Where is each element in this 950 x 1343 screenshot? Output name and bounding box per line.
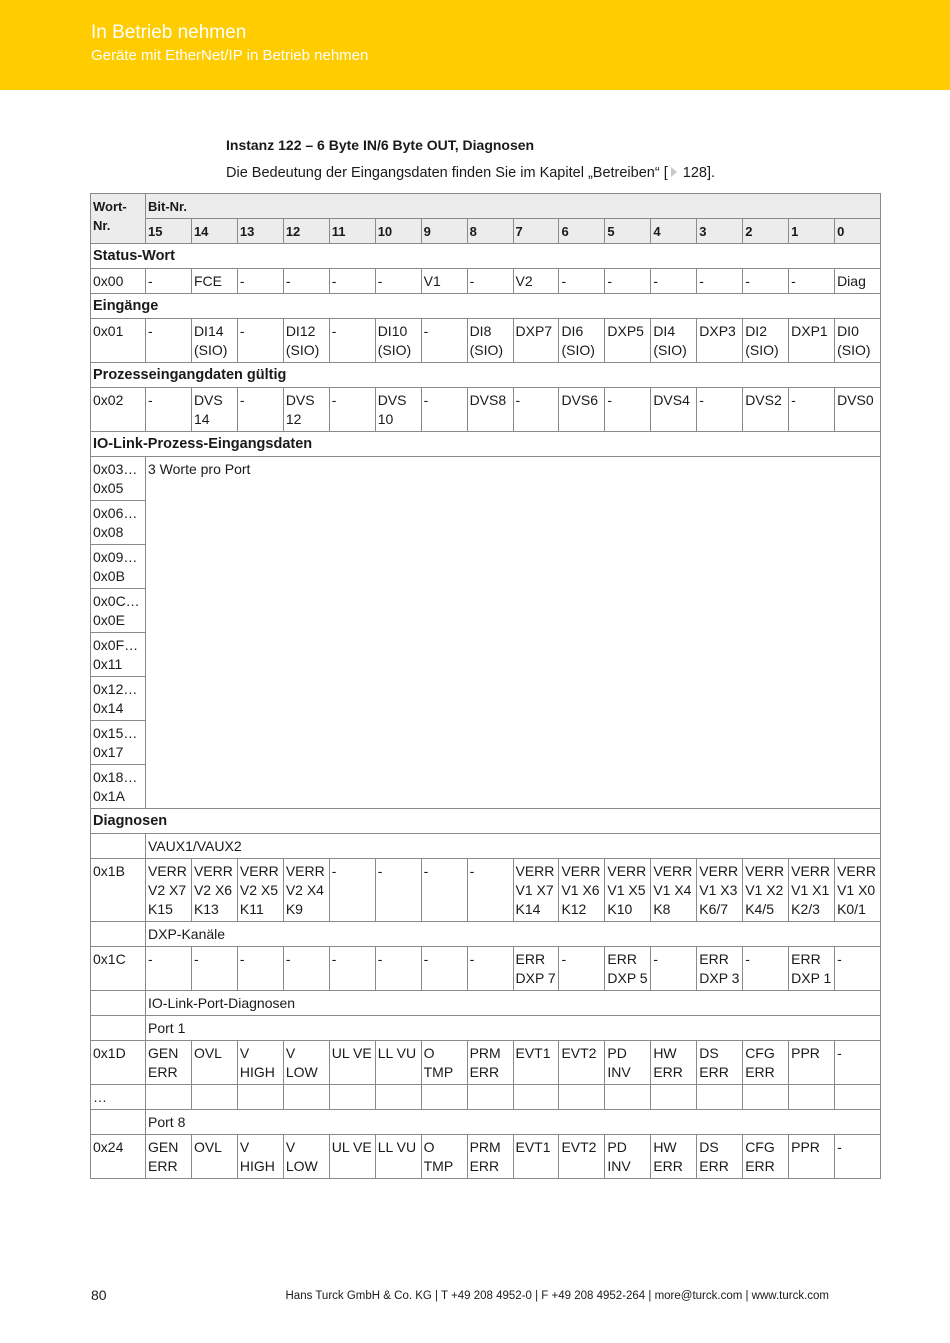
bit-cell: ERR DXP 3	[697, 947, 743, 991]
bit-cell: -	[329, 319, 375, 363]
empty-cell	[467, 1085, 513, 1110]
word-number: 0x1D	[91, 1041, 146, 1085]
bit-cell: V HIGH	[237, 1041, 283, 1085]
table-row	[91, 1110, 881, 1135]
bit-cell: VERR V2 X4 K9	[283, 859, 329, 922]
bit-cell: -	[559, 269, 605, 294]
bit-cell: -	[329, 859, 375, 922]
bit-cell: -	[605, 388, 651, 432]
bit-header-11: 11	[329, 219, 375, 244]
empty-cell	[91, 922, 146, 947]
bit-header-12: 12	[283, 219, 329, 244]
bit-cell: -	[283, 269, 329, 294]
bit-cell: -	[467, 269, 513, 294]
wort-nr-header: Wort-Nr.	[91, 194, 146, 244]
bit-cell: HW ERR	[651, 1041, 697, 1085]
table-row	[91, 294, 881, 319]
bit-cell: VERR V1 X4 K8	[651, 859, 697, 922]
section-eingaenge: Eingänge	[91, 294, 881, 319]
table-row	[91, 457, 881, 501]
bit-cell: CFG ERR	[743, 1135, 789, 1179]
bit-cell: -	[467, 859, 513, 922]
footer-company-info: Hans Turck GmbH & Co. KG | T +49 208 4952-0 | F +49 208 4952-264 | more@turck.com | www.turck.com	[285, 1290, 829, 1302]
group-label: IO-Link-Port-Diagnosen	[146, 991, 881, 1016]
word-number: 0x02	[91, 388, 146, 432]
bit-header-0: 0	[835, 219, 881, 244]
bit-cell: -	[146, 319, 192, 363]
bit-header-9: 9	[421, 219, 467, 244]
bit-cell: DVS 12	[283, 388, 329, 432]
intro-text-before: Die Bedeutung der Eingangsdaten finden Sie im Kapitel „Betreiben“ [	[226, 165, 668, 181]
intro-text	[226, 165, 715, 181]
bit-cell: -	[605, 269, 651, 294]
bit-cell: ERR DXP 7	[513, 947, 559, 991]
triangle-right-icon	[671, 167, 677, 177]
bit-cell: CFG ERR	[743, 1041, 789, 1085]
bit-cell: V LOW	[283, 1135, 329, 1179]
empty-cell	[91, 991, 146, 1016]
bit-cell: DVS8	[467, 388, 513, 432]
bit-cell: -	[237, 319, 283, 363]
bit-header-15: 15	[146, 219, 192, 244]
bit-cell: ERR DXP 1	[789, 947, 835, 991]
bit-cell: DI10 (SIO)	[375, 319, 421, 363]
empty-cell	[697, 1085, 743, 1110]
io-link-note: 3 Worte pro Port	[146, 457, 881, 809]
bit-cell: HW ERR	[651, 1135, 697, 1179]
empty-cell	[743, 1085, 789, 1110]
bit-cell: DVS0	[835, 388, 881, 432]
table-row	[91, 432, 881, 457]
table-row	[91, 947, 881, 991]
bit-cell: -	[375, 947, 421, 991]
bit-cell: DI14 (SIO)	[191, 319, 237, 363]
bit-cell: V2	[513, 269, 559, 294]
section-status_wort: Status-Wort	[91, 244, 881, 269]
bit-cell: VERR V1 X6 K12	[559, 859, 605, 922]
bit-cell: VERR V1 X5 K10	[605, 859, 651, 922]
section-title: Instanz 122 – 6 Byte IN/6 Byte OUT, Diagnosen	[226, 137, 535, 153]
bit-cell: -	[237, 947, 283, 991]
bit-cell: -	[329, 388, 375, 432]
bit-cell: Diag	[835, 269, 881, 294]
bit-cell: -	[237, 388, 283, 432]
empty-cell	[91, 1110, 146, 1135]
intro-page-link[interactable]: 128].	[682, 165, 716, 181]
group-label: DXP-Kanäle	[146, 922, 881, 947]
table-row	[91, 388, 881, 432]
section-diagnosen: Diagnosen	[91, 809, 881, 834]
bit-cell: DXP7	[513, 319, 559, 363]
empty-cell	[146, 1085, 192, 1110]
table-row	[91, 1016, 881, 1041]
section-io_link_prozess: IO-Link-Prozess-Eingangsdaten	[91, 432, 881, 457]
bit-cell: -	[651, 269, 697, 294]
word-number: 0x06… 0x08	[91, 501, 146, 545]
word-number: 0x09… 0x0B	[91, 545, 146, 589]
table-row	[91, 363, 881, 388]
word-number: 0x12… 0x14	[91, 677, 146, 721]
bit-cell: PPR	[789, 1041, 835, 1085]
empty-cell	[835, 1085, 881, 1110]
bit-cell: -	[421, 319, 467, 363]
empty-cell	[513, 1085, 559, 1110]
bit-cell: -	[146, 388, 192, 432]
table-row	[91, 269, 881, 294]
bit-cell: VERR V2 X5 K11	[237, 859, 283, 922]
table-row	[91, 244, 881, 269]
bit-header-1: 1	[789, 219, 835, 244]
table-row	[91, 1135, 881, 1179]
bit-cell: -	[743, 269, 789, 294]
bit-cell: OVL	[191, 1041, 237, 1085]
header-subtitle: Geräte mit EtherNet/IP in Betrieb nehmen	[91, 47, 369, 64]
bit-cell: -	[283, 947, 329, 991]
bit-cell: OVL	[191, 1135, 237, 1179]
bit-cell: DI8 (SIO)	[467, 319, 513, 363]
empty-cell	[329, 1085, 375, 1110]
empty-cell	[375, 1085, 421, 1110]
bit-header-13: 13	[237, 219, 283, 244]
empty-cell	[91, 1016, 146, 1041]
section-prozess_gueltig: Prozesseingangdaten gültig	[91, 363, 881, 388]
bit-cell: -	[835, 1041, 881, 1085]
bit-cell: DVS6	[559, 388, 605, 432]
bit-cell: O TMP	[421, 1041, 467, 1085]
bit-cell: DS ERR	[697, 1041, 743, 1085]
empty-cell	[283, 1085, 329, 1110]
bit-header-8: 8	[467, 219, 513, 244]
bit-cell: -	[329, 947, 375, 991]
bit-header-7: 7	[513, 219, 559, 244]
bit-cell: -	[835, 947, 881, 991]
word-number: 0x15… 0x17	[91, 721, 146, 765]
word-number: 0x1C	[91, 947, 146, 991]
bit-cell: VERR V1 X1 K2/3	[789, 859, 835, 922]
page-number: 80	[91, 1287, 107, 1303]
bit-cell: EVT1	[513, 1041, 559, 1085]
group-label: Port 8	[146, 1110, 881, 1135]
word-number: 0x0C… 0x0E	[91, 589, 146, 633]
table-row	[91, 194, 881, 219]
bit-cell: -	[375, 859, 421, 922]
group-label: VAUX1/VAUX2	[146, 834, 881, 859]
table-row	[91, 319, 881, 363]
bit-cell: PD INV	[605, 1041, 651, 1085]
bit-cell: -	[651, 947, 697, 991]
bit-cell: GEN ERR	[146, 1135, 192, 1179]
bit-cell: LL VU	[375, 1041, 421, 1085]
bit-cell: DI0 (SIO)	[835, 319, 881, 363]
bit-cell: VERR V1 X3 K6/7	[697, 859, 743, 922]
bit-header-3: 3	[697, 219, 743, 244]
word-number: 0x0F… 0x11	[91, 633, 146, 677]
bit-cell: DVS 14	[191, 388, 237, 432]
bit-cell: DI2 (SIO)	[743, 319, 789, 363]
bit-cell: -	[513, 388, 559, 432]
bit-cell: EVT2	[559, 1041, 605, 1085]
empty-cell	[191, 1085, 237, 1110]
bit-cell: UL VE	[329, 1135, 375, 1179]
word-number: 0x24	[91, 1135, 146, 1179]
bit-cell: PRM ERR	[467, 1041, 513, 1085]
header-title: In Betrieb nehmen	[91, 22, 247, 43]
bit-cell: DI4 (SIO)	[651, 319, 697, 363]
bit-cell: -	[146, 947, 192, 991]
bit-cell: VERR V2 X6 K13	[191, 859, 237, 922]
bit-cell: ERR DXP 5	[605, 947, 651, 991]
bit-header-14: 14	[191, 219, 237, 244]
bit-cell: -	[375, 269, 421, 294]
bit-cell: -	[191, 947, 237, 991]
empty-cell	[789, 1085, 835, 1110]
bit-cell: DXP1	[789, 319, 835, 363]
bit-cell: O TMP	[421, 1135, 467, 1179]
bit-nr-header: Bit-Nr.	[146, 194, 881, 219]
bit-cell: DI12 (SIO)	[283, 319, 329, 363]
bit-header-10: 10	[375, 219, 421, 244]
bit-cell: DXP5	[605, 319, 651, 363]
table-row	[91, 991, 881, 1016]
empty-cell	[651, 1085, 697, 1110]
bit-cell: VERR V2 X7 K15	[146, 859, 192, 922]
bit-cell: VERR V1 X2 K4/5	[743, 859, 789, 922]
bit-cell: DXP3	[697, 319, 743, 363]
empty-cell	[421, 1085, 467, 1110]
empty-cell	[91, 834, 146, 859]
bit-cell: -	[789, 269, 835, 294]
bit-cell: PRM ERR	[467, 1135, 513, 1179]
word-number: 0x01	[91, 319, 146, 363]
diagnostics-table	[90, 193, 881, 1179]
bit-cell: -	[146, 269, 192, 294]
word-number: 0x1B	[91, 859, 146, 922]
bit-cell: V LOW	[283, 1041, 329, 1085]
bit-cell: LL VU	[375, 1135, 421, 1179]
table-row	[91, 859, 881, 922]
bit-cell: V1	[421, 269, 467, 294]
bit-header-2: 2	[743, 219, 789, 244]
bit-header-5: 5	[605, 219, 651, 244]
word-number: 0x18… 0x1A	[91, 765, 146, 809]
bit-cell: -	[835, 1135, 881, 1179]
bit-cell: -	[697, 388, 743, 432]
bit-cell: DI6 (SIO)	[559, 319, 605, 363]
table-row	[91, 1041, 881, 1085]
empty-cell	[605, 1085, 651, 1110]
bit-cell: FCE	[191, 269, 237, 294]
word-number: 0x00	[91, 269, 146, 294]
bit-cell: PD INV	[605, 1135, 651, 1179]
bit-cell: -	[743, 947, 789, 991]
bit-cell: -	[237, 269, 283, 294]
bit-cell: VERR V1 X7 K14	[513, 859, 559, 922]
bit-cell: UL VE	[329, 1041, 375, 1085]
bit-cell: DVS4	[651, 388, 697, 432]
bit-header-6: 6	[559, 219, 605, 244]
ellipsis-cell: …	[91, 1085, 146, 1110]
table-row	[91, 809, 881, 834]
bit-cell: DVS2	[743, 388, 789, 432]
bit-cell: DVS 10	[375, 388, 421, 432]
bit-cell: -	[559, 947, 605, 991]
bit-header-4: 4	[651, 219, 697, 244]
table-row	[91, 1085, 881, 1110]
page-header	[0, 0, 950, 90]
bit-cell: -	[467, 947, 513, 991]
word-number: 0x03… 0x05	[91, 457, 146, 501]
bit-cell: GEN ERR	[146, 1041, 192, 1085]
bit-cell: -	[697, 269, 743, 294]
bit-cell: -	[421, 859, 467, 922]
bit-cell: EVT2	[559, 1135, 605, 1179]
bit-cell: EVT1	[513, 1135, 559, 1179]
empty-cell	[559, 1085, 605, 1110]
bit-cell: -	[329, 269, 375, 294]
bit-cell: VERR V1 X0 K0/1	[835, 859, 881, 922]
bit-cell: DS ERR	[697, 1135, 743, 1179]
group-label: Port 1	[146, 1016, 881, 1041]
bit-cell: V HIGH	[237, 1135, 283, 1179]
bit-cell: PPR	[789, 1135, 835, 1179]
empty-cell	[237, 1085, 283, 1110]
table-row	[91, 922, 881, 947]
table-row	[91, 219, 881, 244]
table-row	[91, 834, 881, 859]
bit-cell: -	[421, 947, 467, 991]
bit-cell: -	[789, 388, 835, 432]
bit-cell: -	[421, 388, 467, 432]
